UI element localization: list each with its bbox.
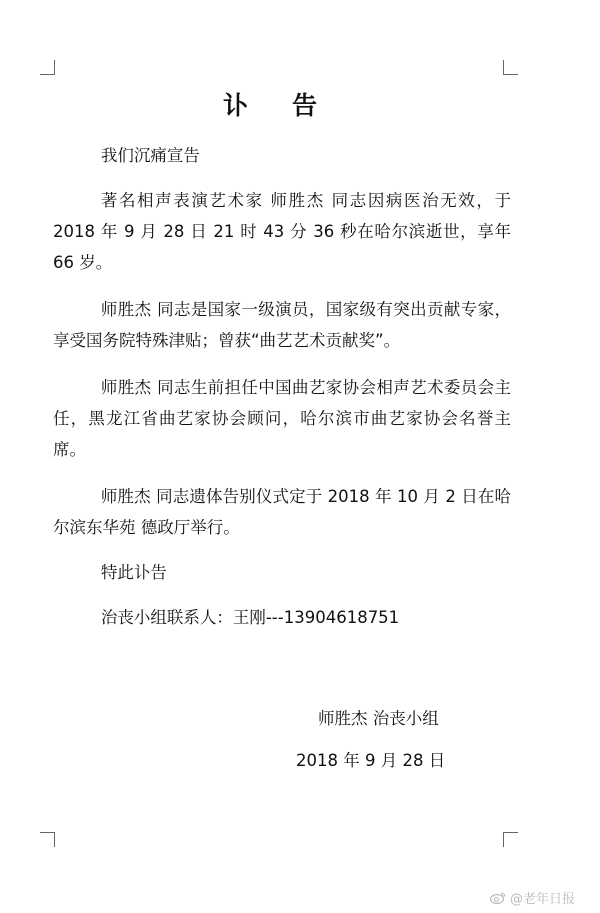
title-char-right: 告 xyxy=(292,91,318,120)
title-char-left: 讣 xyxy=(222,91,248,120)
weibo-icon xyxy=(490,891,506,904)
document-date: 2018 年 9 月 28 日 xyxy=(296,751,446,770)
crop-mark-bottom-left xyxy=(40,832,55,847)
watermark xyxy=(490,888,575,907)
paragraph-announcement: 我们沉痛宣告 xyxy=(100,146,200,165)
watermark-text: @老年日报 xyxy=(510,892,576,907)
document-body xyxy=(53,140,511,633)
paragraph-honors: 师胜杰 同志是国家一级演员，国家级有突出贡献专家，享受国务院特殊津贴；曾获“曲艺艺术贡献奖”。 xyxy=(53,300,511,350)
document-title xyxy=(0,86,540,122)
paragraph-death-notice: 著名相声表演艺术家 师胜杰 同志因病医治无效，于2018 年 9 月 28 日 21 时 43 分 36 秒在哈尔滨逝世，享年 66 岁。 xyxy=(53,191,511,272)
paragraph-positions: 师胜杰 同志生前担任中国曲艺家协会相声艺术委员会主任，黑龙江省曲艺家协会顾问，哈尔滨市曲艺家协会名誉主席。 xyxy=(53,378,511,459)
paragraph-contact: 治丧小组联系人：王刚---13904618751 xyxy=(100,608,400,627)
crop-mark-bottom-right xyxy=(503,832,518,847)
signature: 师胜杰 治丧小组 xyxy=(318,709,439,728)
paragraph-closing: 特此讣告 xyxy=(100,563,167,582)
paragraph-funeral: 师胜杰 同志遗体告别仪式定于 2018 年 10 月 2 日在哈尔滨东华苑 德政厅举行。 xyxy=(53,487,511,537)
crop-mark-top-right xyxy=(503,60,518,75)
crop-mark-top-left xyxy=(40,60,55,75)
